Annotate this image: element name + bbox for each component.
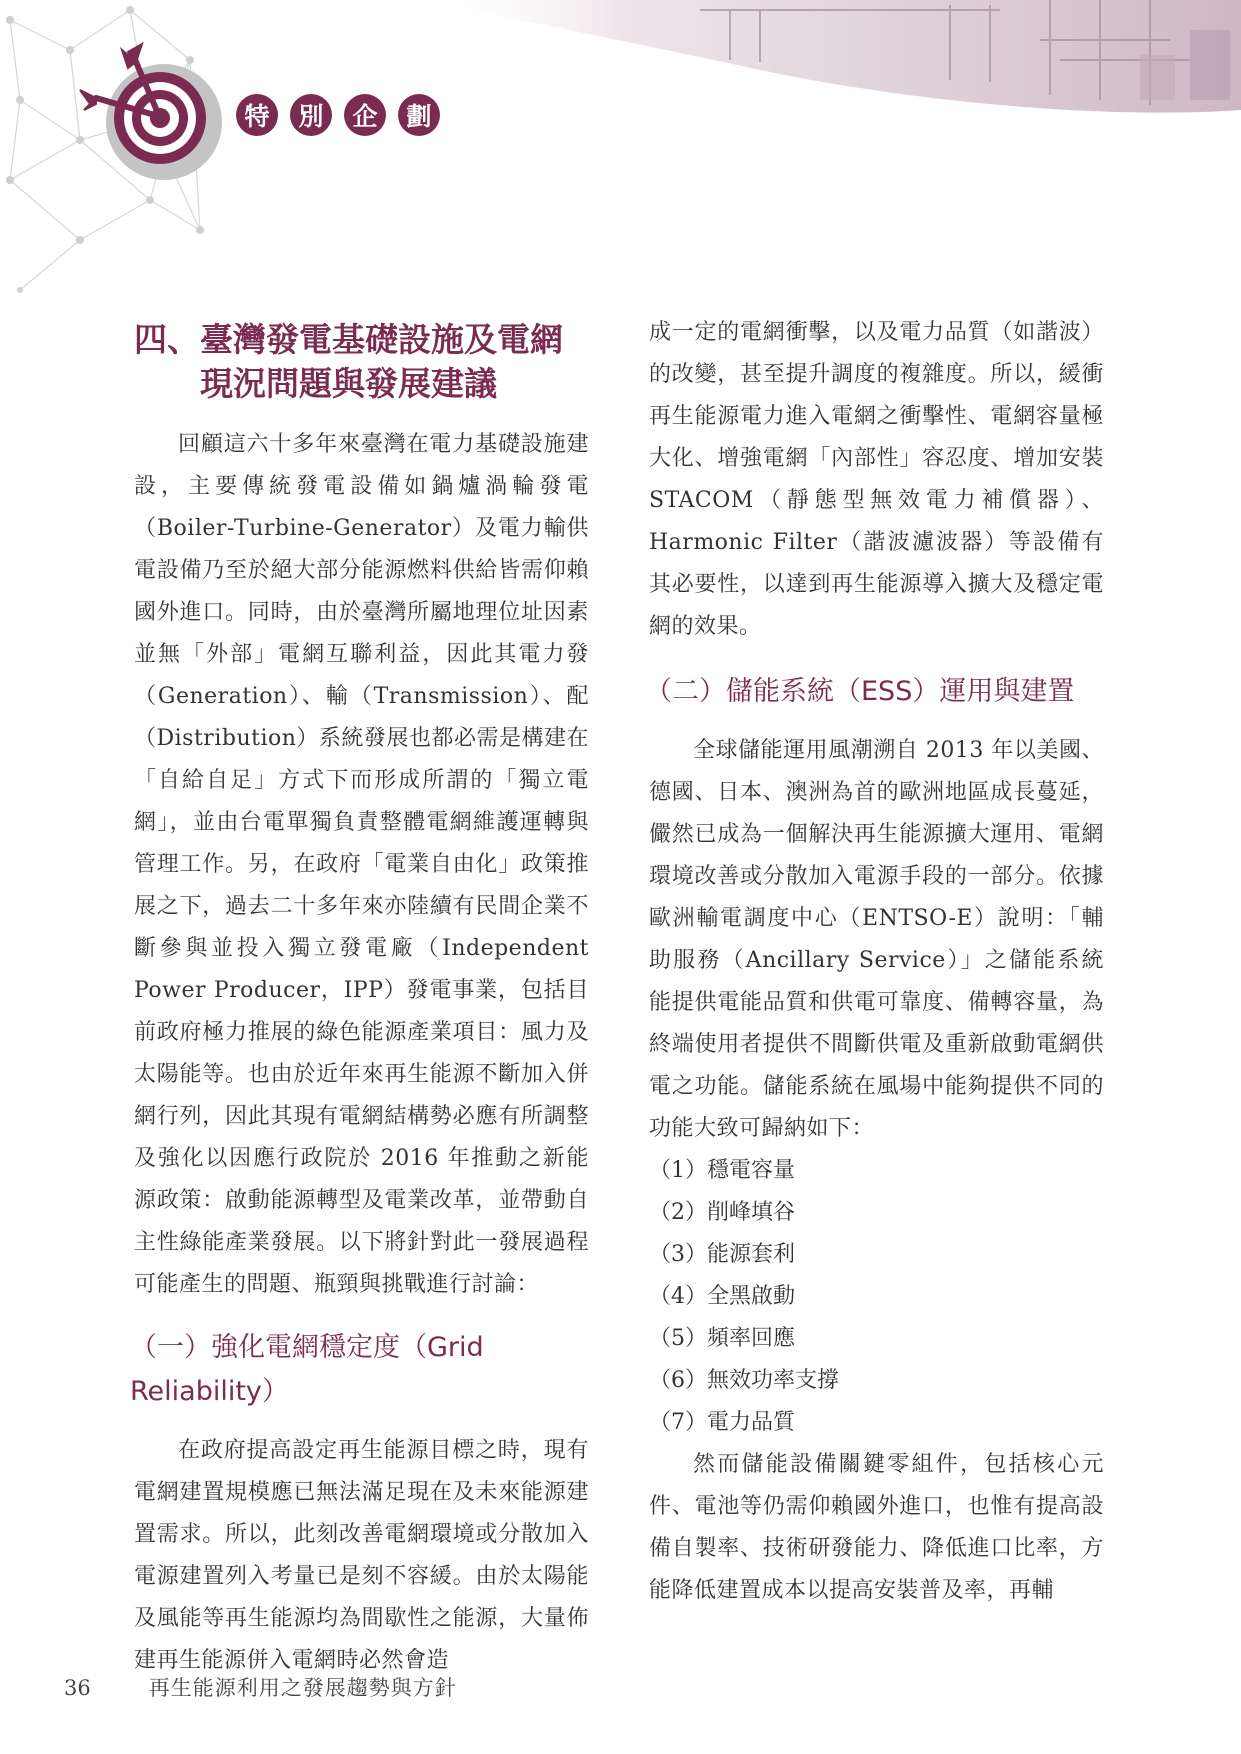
port-crane-photo (420, 0, 1241, 113)
page-footer (64, 1672, 457, 1702)
page-number: 36 (64, 1676, 91, 1700)
badge-char: 別 (290, 94, 332, 136)
list-item: （3）能源套利 (649, 1242, 795, 1267)
right-column (645, 318, 1104, 1612)
header-decoration (0, 0, 1241, 300)
continued-paragraph: 成一定的電網衝擊，以及電力品質（如諧波）的改變，甚至提升調度的複雜度。所以，緩衝再生能源電力進入電網之衝擊性、電網容量極大化、增強電網「內部性」容忍度、增加安裝 STACOM（靜態型無效電力補償器）、Harmonic Filter（諧波濾波器）等設備有其必要性，以達到再生能源導入擴大及穩定電網的效果。 (649, 320, 1104, 639)
intro-paragraph: 回顧這六十多年來臺灣在電力基礎設施建設，主要傳統發電設備如鍋爐渦輪發電（Boiler-Turbine-Generator）及電力輸供電設備乃至於絕大部分能源燃料供給皆需仰賴國外進口。同時，由於臺灣所屬地理位址因素並無「外部」電網互聯利益，因此其電力發（Generation）、輸（Transmission）、配（Distribution）系統發展也都必需是構建在「自給自足」方式下而形成所謂的「獨立電網」，並由台電單獨負責整體電網維護運轉與管理工作。另，在政府「電業自由化」政策推展之下，過去二十多年來亦陸續有民間企業不斷參與並投入獨立發電廠（Independent Power Producer，IPP）發電事業，包括目前政府極力推展的綠色能源產業項目：風力及太陽能等。也由於近年來再生能源不斷加入併網行列，因此其現有電網結構勢必應有所調整及強化以因應行政院於 2016 年推動之新能源政策：啟動能源轉型及電業改革，並帶動自主性綠能產業發展。以下將針對此一發展過程可能產生的問題、瓶頸與挑戰進行討論： (134, 432, 589, 1297)
book-title: 再生能源利用之發展趨勢與方針 (148, 1676, 457, 1700)
section-badges (236, 94, 440, 136)
list-item: （2）削峰填谷 (649, 1200, 795, 1225)
chapter-title-line2: 現況問題與發展建議 (200, 364, 497, 403)
list-item: （6）無效功率支撐 (649, 1368, 839, 1393)
target-icon (106, 64, 222, 180)
ess-paragraph: 全球儲能運用風潮溯自 2013 年以美國、德國、日本、澳洲為首的歐洲地區成長蔓延，儼然已成為一個解決再生能源擴大運用、電網環境改善或分散加入電源手段的一部分。依據歐洲輸電調度中心（ENTSO-E）說明：「輔助服務（Ancillary Service）」之儲能系統能提供電能品質和供電可靠度、備轉容量，為終端使用者提供不間斷供電及重新啟動電網供電之功能。儲能系統在風場中能夠提供不同的功能大致可歸納如下： (649, 738, 1104, 1141)
badge-char: 特 (236, 94, 278, 136)
list-item: （5）頻率回應 (649, 1326, 795, 1351)
ess-function-list (649, 1150, 1104, 1444)
grid-reliability-paragraph: 在政府提高設定再生能源目標之時，現有電網建置規模應已無法滿足現在及未來能源建置需求。所以，此刻改善電網環境或分散加入電源建置列入考量已是刻不容緩。由於太陽能及風能等再生能源均為間歇性之能源，大量佈建再生能源併入電網時必然會造 (134, 1438, 589, 1673)
section-heading-grid-reliability: （一）強化電網穩定度（Grid Reliability） (130, 1332, 484, 1407)
left-column (130, 318, 589, 1682)
closing-paragraph: 然而儲能設備關鍵零組件，包括核心元件、電池等仍需仰賴國外進口，也惟有提高設備自製率、技術研發能力、降低進口比率，方能降低建置成本以提高安裝普及率，再輔 (649, 1452, 1104, 1603)
list-item: （4）全黑啟動 (649, 1284, 795, 1309)
badge-char: 企 (344, 94, 386, 136)
list-item: （1）穩電容量 (649, 1158, 795, 1183)
list-item: （7）電力品質 (649, 1410, 795, 1435)
chapter-title (134, 318, 589, 406)
section-heading-ess: （二）儲能系統（ESS）運用與建置 (645, 676, 1075, 707)
badge-char: 劃 (398, 94, 440, 136)
chapter-title-line1: 四、臺灣發電基礎設施及電網 (134, 320, 563, 359)
